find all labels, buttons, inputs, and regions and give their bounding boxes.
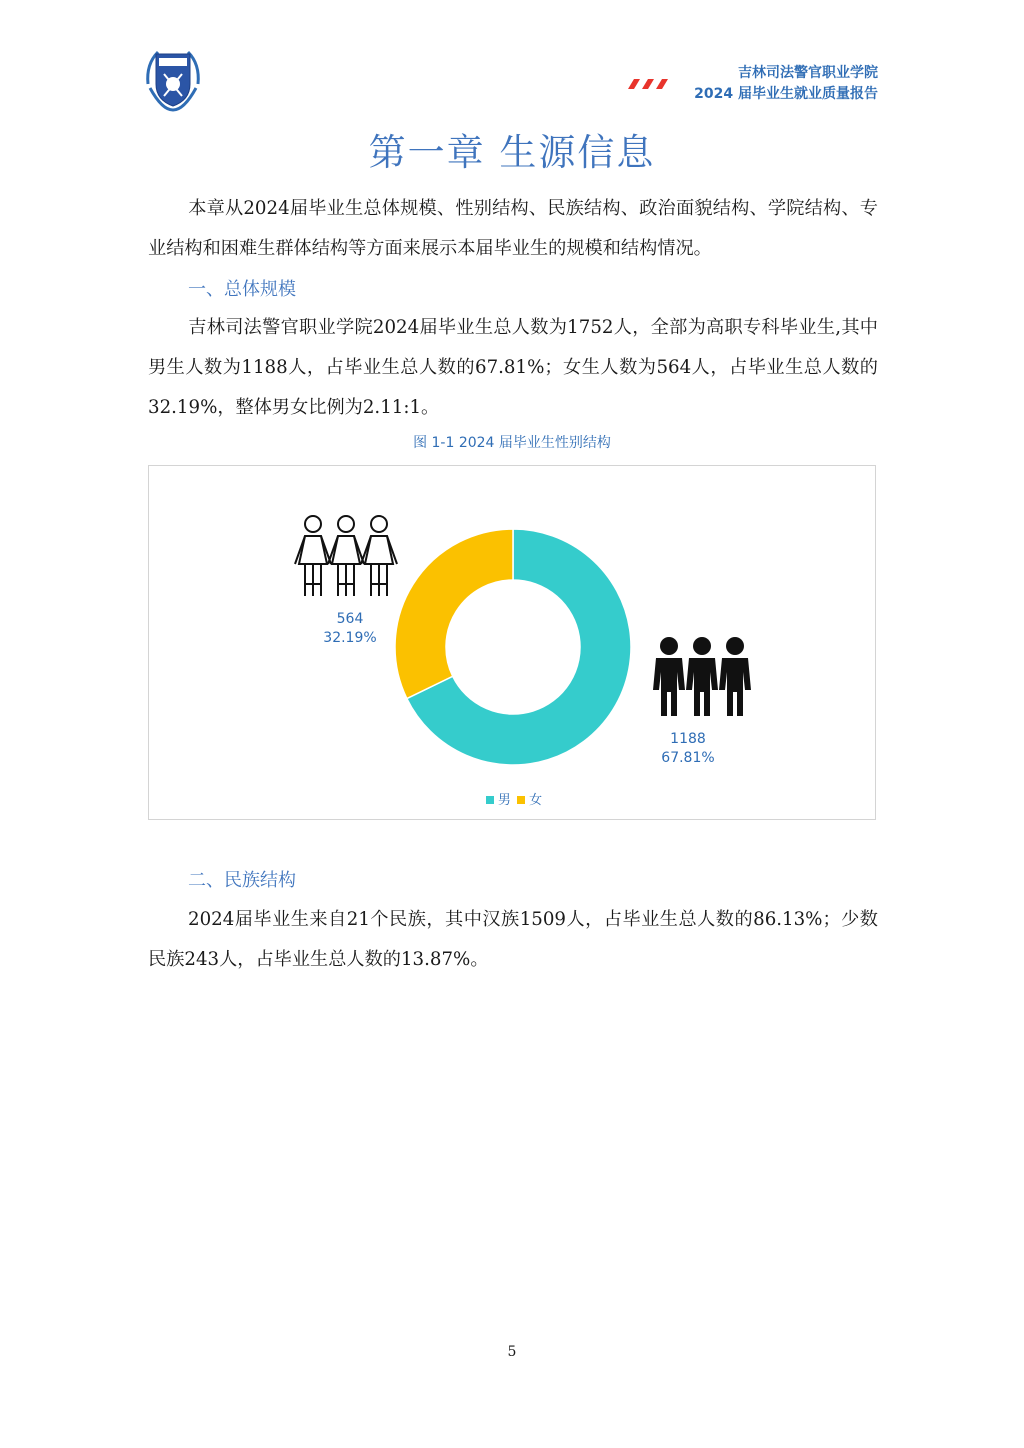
section2-text: 2024届毕业生来自21个民族，其中汉族1509人，占毕业生总人数的86.13%；少数民族243人，占毕业生总人数的13.87%。 bbox=[148, 909, 878, 970]
female-data-label bbox=[305, 610, 395, 648]
legend-male: 男 bbox=[497, 793, 511, 808]
page-number: 5 bbox=[507, 1344, 517, 1360]
report-header bbox=[694, 63, 878, 105]
gender-chart bbox=[148, 465, 876, 820]
decor-stripes bbox=[624, 77, 670, 91]
section2-heading: 二、民族结构 bbox=[188, 870, 296, 891]
legend-female: 女 bbox=[529, 793, 543, 808]
figure-caption: 图 1-1 2024 届毕业生性别结构 bbox=[413, 435, 611, 451]
college-logo bbox=[142, 44, 204, 114]
header-school: 吉林司法警官职业学院 bbox=[738, 65, 878, 81]
intro-paragraph bbox=[148, 189, 878, 269]
donut-slice-female bbox=[395, 529, 513, 699]
gender-chart-svg bbox=[149, 466, 877, 821]
male-data-label bbox=[643, 730, 733, 768]
male-percent-label: 67.81% bbox=[661, 750, 715, 766]
female-percent-label: 32.19% bbox=[323, 630, 377, 646]
header-report: 2024 届毕业生就业质量报告 bbox=[694, 86, 878, 102]
intro-text: 本章从2024届毕业生总体规模、性别结构、民族结构、政治面貌结构、学院结构、专业结构和困难生群体结构等方面来展示本届毕业生的规模和结构情况。 bbox=[148, 198, 878, 259]
legend-swatch-male bbox=[486, 796, 494, 804]
male-icon bbox=[653, 637, 751, 716]
male-value-label: 1188 bbox=[670, 731, 706, 747]
female-value-label: 564 bbox=[336, 611, 364, 627]
chapter-title: 第一章 生源信息 bbox=[368, 131, 656, 174]
legend-swatch-female bbox=[517, 796, 525, 804]
female-icon bbox=[295, 516, 397, 596]
section1-paragraph bbox=[148, 308, 878, 428]
donut-group bbox=[395, 529, 631, 765]
chart-legend bbox=[149, 789, 877, 808]
section1-text: 吉林司法警官职业学院2024届毕业生总人数为1752人，全部为高职专科毕业生,其中男生人数为1188人，占毕业生总人数的67.81%；女生人数为564人，占毕业生总人数的32.19%，整体男女比例为2.11:1。 bbox=[148, 317, 878, 418]
section2-paragraph bbox=[148, 900, 878, 980]
section1-heading: 一、总体规模 bbox=[188, 279, 296, 300]
